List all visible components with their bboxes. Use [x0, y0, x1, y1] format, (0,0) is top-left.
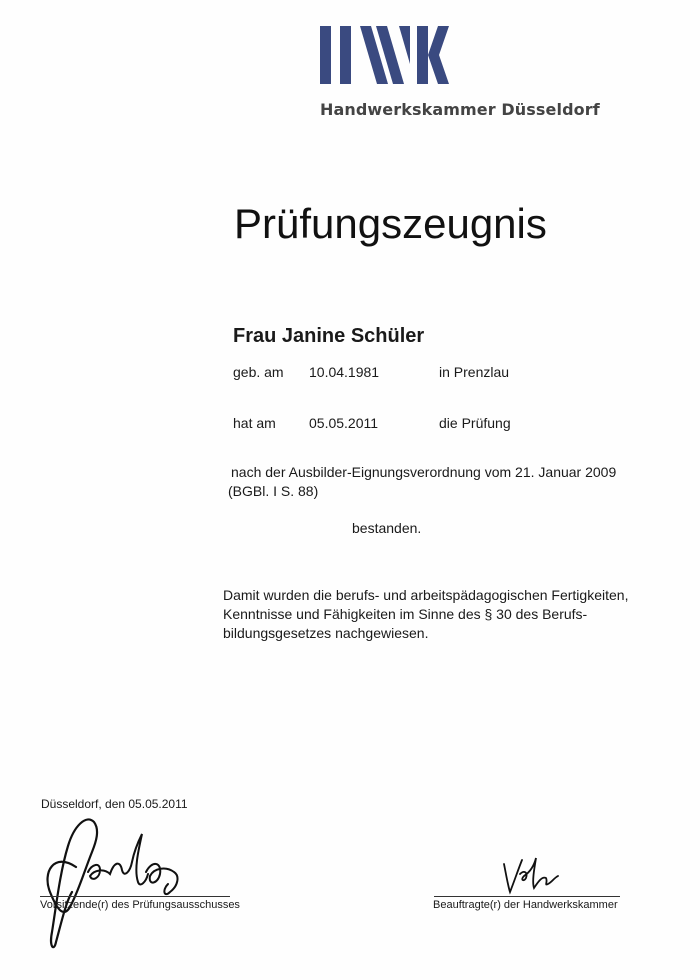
exam-text: die Prüfung	[439, 415, 511, 431]
place-date: Düsseldorf, den 05.05.2011	[41, 797, 188, 811]
left-signature-line	[40, 896, 230, 897]
organization-name: Handwerkskammer Düsseldorf	[320, 100, 600, 119]
exam-result: bestanden.	[352, 520, 422, 536]
right-signature-line	[434, 896, 620, 897]
hwk-logo-icon	[320, 26, 450, 86]
left-signatory-label: Vorsitzende(r) des Prüfungsausschusses	[40, 899, 240, 911]
statement-line-2: Kenntnisse und Fähigkeiten im Sinne des § 30 des Berufs-	[223, 606, 588, 622]
right-signature-icon	[498, 852, 568, 898]
exam-label: hat am	[233, 415, 276, 431]
statement-line-3: bildungsgesetzes nachgewiesen.	[223, 625, 429, 641]
statement-paragraph	[223, 586, 628, 643]
birth-place: in Prenzlau	[439, 364, 510, 380]
regulation-line-1: nach der Ausbilder-Eignungsverordnung vom 21. Januar 2009	[231, 464, 617, 480]
right-signatory-label: Beauftragte(r) der Handwerkskammer	[433, 899, 618, 911]
exam-date: 05.05.2011	[309, 415, 379, 431]
birth-label: geb. am	[233, 364, 284, 380]
birth-date: 10.04.1981	[309, 364, 380, 380]
candidate-name: Frau Janine Schüler	[233, 325, 425, 347]
document-title: Prüfungszeugnis	[234, 200, 547, 247]
statement-line-1: Damit wurden die berufs- und arbeitspädagogischen Fertigkeiten,	[223, 587, 629, 603]
left-signature-icon	[34, 812, 194, 957]
regulation-line-2: (BGBl. I S. 88)	[228, 483, 319, 499]
